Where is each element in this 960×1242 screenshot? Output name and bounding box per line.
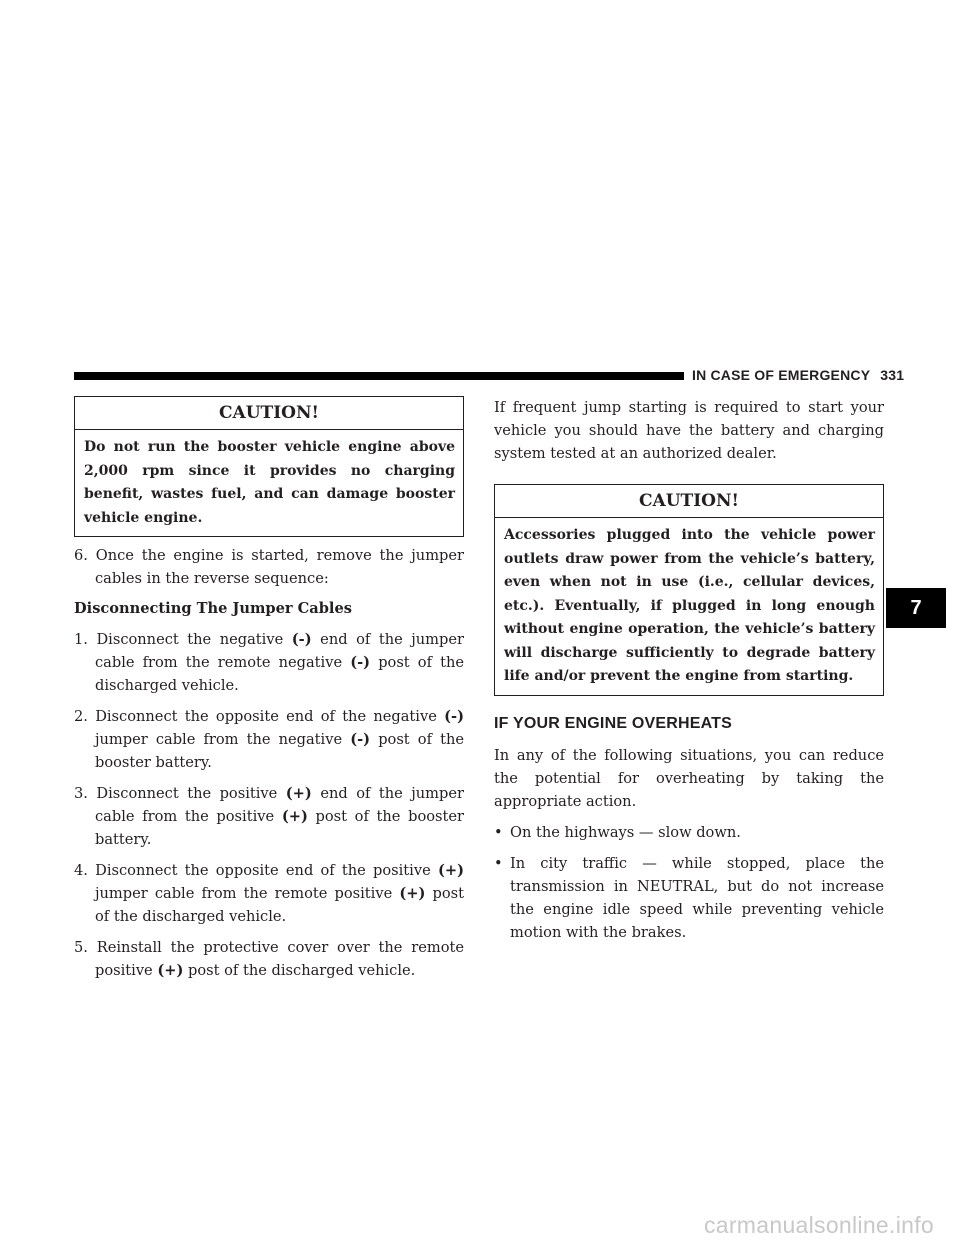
caution-text: Accessories plugged into the vehicle power outlets draw power from the vehicle’s battery, even when not in use (i.e., cellular devices, etc.). Eventually, if plugged in long enough without engine operation, the vehicle’s battery will discharge sufficiently to degrade battery life and/or prevent the engine from starting.: [504, 527, 875, 684]
header-rule: [74, 372, 684, 380]
bullet-item: • On the highways — slow down.: [494, 821, 884, 844]
step-1: 1. Disconnect the negative (-) end of the jumper cable from the remote negative (-) post of the discharged vehicle.: [74, 631, 464, 694]
bullet-icon: •: [494, 823, 503, 841]
right-column: [494, 396, 884, 944]
section-title: IN CASE OF EMERGENCY: [692, 367, 871, 383]
step-5: 5. Reinstall the protective cover over the remote positive (+) post of the discharged vehicle.: [74, 939, 464, 979]
bullet-icon: •: [494, 854, 503, 872]
caution-box-accessories: [494, 484, 884, 696]
step-6: 6. Once the engine is started, remove the jumper cables in the reverse sequence:: [74, 547, 464, 587]
caution-title: CAUTION!: [495, 485, 883, 518]
watermark: carmanualsonline.info: [703, 1212, 934, 1238]
page-number: 331: [880, 367, 905, 383]
step-2: 2. Disconnect the opposite end of the negative (-) jumper cable from the negative (-) post of the booster battery.: [74, 708, 464, 771]
step-3: 3. Disconnect the positive (+) end of the jumper cable from the positive (+) post of the booster battery.: [74, 785, 464, 848]
caution-title: CAUTION!: [75, 397, 463, 430]
step-4: 4. Disconnect the opposite end of the positive (+) jumper cable from the remote positive (+) post of the discharged vehicle.: [74, 862, 464, 925]
sub-heading: Disconnecting The Jumper Cables: [74, 600, 352, 617]
chapter-tab: 7: [886, 588, 946, 628]
jump-start-note: If frequent jump starting is required to start your vehicle you should have the battery and charging system tested at an authorized dealer.: [494, 399, 884, 462]
bullet-item: • In city traffic — while stopped, place the transmission in NEUTRAL, but do not increase the engine idle speed while preventing vehicle motion with the brakes.: [494, 852, 884, 944]
caution-box-booster: [74, 396, 464, 537]
running-header: [692, 367, 904, 383]
section-intro: In any of the following situations, you can reduce the potential for overheating by taking the appropriate action.: [494, 746, 884, 810]
caution-text: Do not run the booster vehicle engine above 2,000 rpm since it provides no charging benefit, wastes fuel, and can damage booster vehicle engine.: [84, 439, 455, 526]
left-column: [74, 396, 464, 982]
section-heading: IF YOUR ENGINE OVERHEATS: [494, 714, 733, 732]
